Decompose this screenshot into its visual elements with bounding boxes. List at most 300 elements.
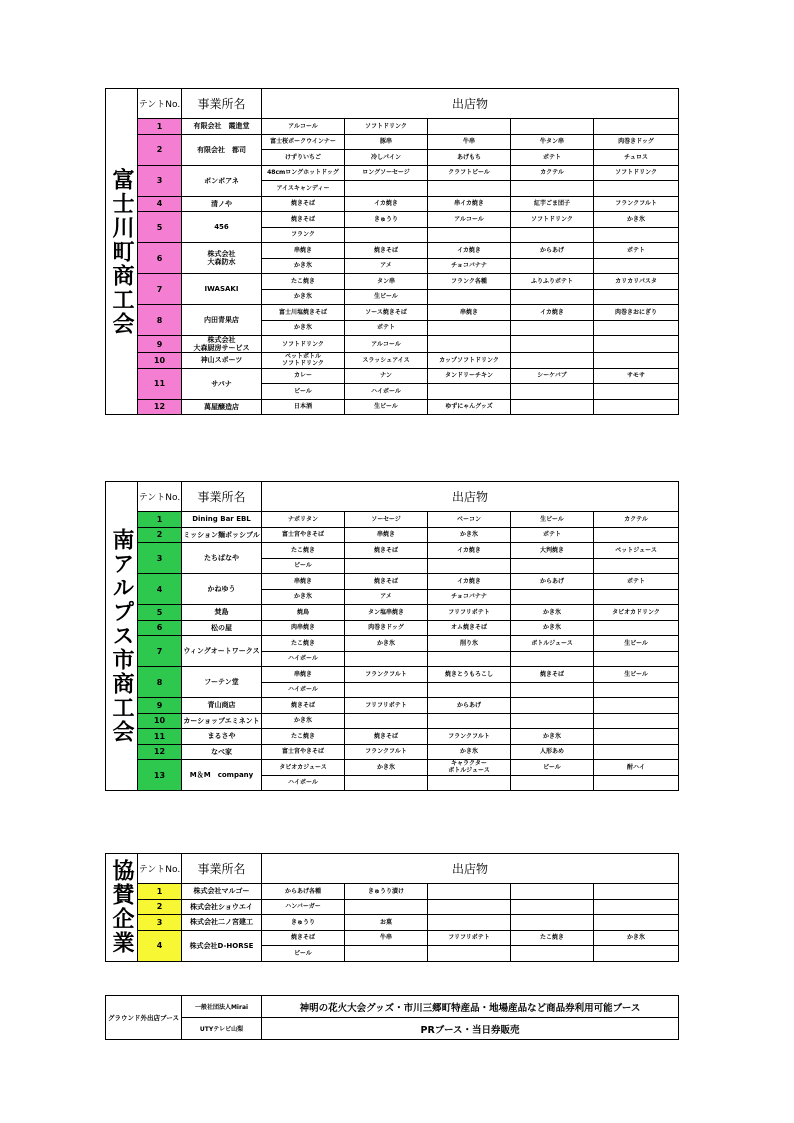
- business-name: 焚島: [182, 605, 262, 621]
- item-cell: [594, 289, 679, 305]
- table-row: [106, 899, 679, 915]
- item-cell: チュロス: [594, 150, 679, 166]
- item-cell: カクテル: [511, 165, 594, 181]
- tent-number: 10: [138, 713, 182, 729]
- tent-number: 4: [138, 574, 182, 605]
- table-row: [106, 744, 679, 760]
- item-cell: [511, 384, 594, 400]
- item-cell: 焼きそば: [262, 698, 345, 714]
- tent-number: 4: [138, 196, 182, 212]
- item-cell: [428, 899, 511, 915]
- item-cell: タンドリーチキン: [428, 368, 511, 384]
- tent-number: 7: [138, 274, 182, 305]
- item-cell: [594, 899, 679, 915]
- item-cell: [511, 899, 594, 915]
- item-cell: 焼きそば: [262, 212, 345, 228]
- item-cell: キャラクター ボトルジュース: [428, 760, 511, 776]
- item-cell: イカ焼き: [428, 543, 511, 559]
- item-cell: [345, 713, 428, 729]
- item-cell: あげもち: [428, 150, 511, 166]
- business-name: たちばなや: [182, 543, 262, 574]
- table-row: [106, 119, 679, 135]
- item-cell: 焼きそば: [262, 196, 345, 212]
- item-cell: 削り氷: [428, 636, 511, 652]
- item-cell: からあげ: [511, 574, 594, 590]
- table-row: [106, 543, 679, 559]
- item-cell: かき氷: [511, 620, 594, 636]
- business-name: カーショップエミネント: [182, 713, 262, 729]
- item-cell: 生ビール: [511, 512, 594, 528]
- item-cell: [594, 527, 679, 543]
- item-cell: [511, 289, 594, 305]
- item-cell: ベーコン: [428, 512, 511, 528]
- item-cell: かき氷: [345, 636, 428, 652]
- tent-number: 3: [138, 165, 182, 196]
- item-cell: ポテト: [345, 320, 428, 336]
- item-cell: ハンバーガー: [262, 899, 345, 915]
- item-cell: [428, 289, 511, 305]
- item-cell: カクテル: [594, 512, 679, 528]
- table-row: [106, 698, 679, 714]
- item-cell: 焼鳥: [262, 605, 345, 621]
- item-cell: ポテト: [594, 574, 679, 590]
- item-cell: ポテト: [594, 243, 679, 259]
- item-cell: 豚串: [345, 134, 428, 150]
- item-cell: [511, 227, 594, 243]
- item-cell: [594, 336, 679, 353]
- tent-number: 11: [138, 368, 182, 399]
- item-cell: [511, 589, 594, 605]
- item-cell: イカ焼き: [428, 243, 511, 259]
- item-cell: ナポリタン: [262, 512, 345, 528]
- item-cell: [594, 651, 679, 667]
- item-cell: [511, 558, 594, 574]
- item-cell: かき氷: [262, 320, 345, 336]
- item-cell: [594, 620, 679, 636]
- item-cell: 紅芋ごま団子: [511, 196, 594, 212]
- table-row: [106, 930, 679, 946]
- item-cell: [594, 399, 679, 415]
- business-name: フーテン堂: [182, 667, 262, 698]
- item-cell: イカ焼き: [511, 305, 594, 321]
- item-cell: [511, 181, 594, 197]
- item-cell: 生ビール: [594, 667, 679, 683]
- item-cell: ポテト: [511, 150, 594, 166]
- item-cell: 大判焼き: [511, 543, 594, 559]
- item-cell: シーケバブ: [511, 368, 594, 384]
- item-cell: 富士桜ポークウインナー: [262, 134, 345, 150]
- table-row: [106, 399, 679, 415]
- item-cell: ポテト: [511, 527, 594, 543]
- business-name: 株式会社 大森厨房サービス: [182, 336, 262, 353]
- header-items: 出店物: [262, 854, 679, 884]
- item-cell: カップソフトドリンク: [428, 353, 511, 369]
- ground-org-2: UTYテレビ山梨: [182, 1018, 262, 1040]
- tent-number: 6: [138, 243, 182, 274]
- section-table: [105, 853, 679, 962]
- item-cell: タン塩串焼き: [345, 605, 428, 621]
- item-cell: 肉巻きドッグ: [594, 134, 679, 150]
- item-cell: [428, 946, 511, 962]
- table-row: [106, 574, 679, 590]
- item-cell: 肉串焼き: [262, 620, 345, 636]
- item-cell: [511, 884, 594, 900]
- item-cell: [594, 353, 679, 369]
- item-cell: きゅうり漬け: [345, 884, 428, 900]
- item-cell: [428, 884, 511, 900]
- item-cell: かき氷: [262, 258, 345, 274]
- item-cell: アメ: [345, 589, 428, 605]
- item-cell: ソフトドリンク: [594, 165, 679, 181]
- item-cell: たこ焼き: [262, 729, 345, 745]
- item-cell: [594, 119, 679, 135]
- item-cell: 焼きそば: [511, 667, 594, 683]
- item-cell: アルコール: [428, 212, 511, 228]
- business-name: サパナ: [182, 368, 262, 399]
- table-row: [106, 353, 679, 369]
- tent-number: 2: [138, 527, 182, 543]
- item-cell: たこ焼き: [262, 636, 345, 652]
- tent-number: 1: [138, 119, 182, 135]
- ground-booth-label: グラウンド外出店ブース: [106, 996, 182, 1040]
- item-cell: [594, 589, 679, 605]
- table-row: [106, 620, 679, 636]
- org-name: 富士川町商工会: [106, 89, 138, 415]
- business-name: 株式会社二ノ宮建工: [182, 915, 262, 931]
- table-row: [106, 760, 679, 776]
- item-cell: [511, 698, 594, 714]
- item-cell: フランク各種: [428, 274, 511, 290]
- table-row: [106, 336, 679, 353]
- item-cell: タピオカドリンク: [594, 605, 679, 621]
- item-cell: タピオカジュース: [262, 760, 345, 776]
- item-cell: クラフトビール: [428, 165, 511, 181]
- item-cell: ソフトドリンク: [511, 212, 594, 228]
- business-name: M＆M company: [182, 760, 262, 791]
- item-cell: 串焼き: [428, 305, 511, 321]
- item-cell: 牛タン串: [511, 134, 594, 150]
- item-cell: 串焼き: [262, 574, 345, 590]
- tent-number: 5: [138, 605, 182, 621]
- item-cell: かき氷: [511, 605, 594, 621]
- item-cell: [511, 336, 594, 353]
- item-cell: 酎ハイ: [594, 760, 679, 776]
- item-cell: ビール: [262, 946, 345, 962]
- item-cell: タン串: [345, 274, 428, 290]
- item-cell: お菓: [345, 915, 428, 931]
- item-cell: フランク: [262, 227, 345, 243]
- item-cell: かき氷: [262, 289, 345, 305]
- item-cell: ペットボトル ソフトドリンク: [262, 353, 345, 369]
- table-row: [106, 915, 679, 931]
- business-name: 有限会社 霞進堂: [182, 119, 262, 135]
- item-cell: きゅうり: [345, 212, 428, 228]
- tent-number: 6: [138, 620, 182, 636]
- item-cell: 生ビール: [345, 289, 428, 305]
- org-name: 協賛企業: [106, 854, 138, 962]
- item-cell: かき氷: [345, 760, 428, 776]
- ground-text-2: PRブース・当日券販売: [262, 1018, 679, 1040]
- business-name: なべ家: [182, 744, 262, 760]
- tent-number: 7: [138, 636, 182, 667]
- item-cell: 生ビール: [345, 399, 428, 415]
- item-cell: 焼きそば: [345, 574, 428, 590]
- item-cell: ソース焼きそば: [345, 305, 428, 321]
- org-name: 南アルプス市商工会: [106, 482, 138, 791]
- item-cell: [345, 946, 428, 962]
- item-cell: からあげ: [511, 243, 594, 259]
- item-cell: ソフトドリンク: [345, 119, 428, 135]
- ground-org-1: 一般社団法人Mirai: [182, 996, 262, 1018]
- item-cell: [428, 384, 511, 400]
- item-cell: [594, 258, 679, 274]
- table-row: [106, 713, 679, 729]
- item-cell: ゆずにゃんグッズ: [428, 399, 511, 415]
- business-name: 456: [182, 212, 262, 243]
- item-cell: 串焼き: [262, 243, 345, 259]
- item-cell: 生ビール: [594, 636, 679, 652]
- item-cell: フリフリポテト: [345, 698, 428, 714]
- business-name: ミッション麺ポッシブル: [182, 527, 262, 543]
- item-cell: たこ焼き: [262, 543, 345, 559]
- tent-number: 10: [138, 353, 182, 369]
- business-name: 株式会社 大森防水: [182, 243, 262, 274]
- item-cell: 焼きそば: [262, 930, 345, 946]
- item-cell: [428, 682, 511, 698]
- business-name: まるさや: [182, 729, 262, 745]
- item-cell: きゅうり: [262, 915, 345, 931]
- table-row: [106, 274, 679, 290]
- item-cell: ナン: [345, 368, 428, 384]
- tent-number: 1: [138, 512, 182, 528]
- table-row: [106, 884, 679, 900]
- item-cell: 串焼き: [345, 527, 428, 543]
- item-cell: 牛串: [345, 930, 428, 946]
- item-cell: [594, 384, 679, 400]
- item-cell: イカ焼き: [345, 196, 428, 212]
- item-cell: [428, 713, 511, 729]
- business-name: 神山スポーツ: [182, 353, 262, 369]
- item-cell: 冷しパイン: [345, 150, 428, 166]
- item-cell: [511, 651, 594, 667]
- item-cell: フランクフルト: [594, 196, 679, 212]
- tent-number: 8: [138, 667, 182, 698]
- item-cell: [428, 119, 511, 135]
- item-cell: たこ焼き: [262, 274, 345, 290]
- item-cell: ロングソーセージ: [345, 165, 428, 181]
- item-cell: チョコバナナ: [428, 258, 511, 274]
- item-cell: たこ焼き: [511, 930, 594, 946]
- item-cell: フランクフルト: [345, 667, 428, 683]
- section-fujikawa: [105, 88, 678, 415]
- item-cell: 串焼き: [262, 667, 345, 683]
- item-cell: [594, 227, 679, 243]
- item-cell: アルコール: [262, 119, 345, 135]
- section-table: [105, 481, 679, 791]
- item-cell: かき氷: [262, 713, 345, 729]
- tent-number: 3: [138, 915, 182, 931]
- item-cell: 人形あめ: [511, 744, 594, 760]
- item-cell: ソーセージ: [345, 512, 428, 528]
- item-cell: サモサ: [594, 368, 679, 384]
- item-cell: フランクフルト: [428, 729, 511, 745]
- item-cell: [594, 558, 679, 574]
- item-cell: [511, 682, 594, 698]
- item-cell: ビール: [262, 558, 345, 574]
- business-name: 株式会社ショウエイ: [182, 899, 262, 915]
- item-cell: [594, 181, 679, 197]
- table-row: [106, 527, 679, 543]
- item-cell: [511, 353, 594, 369]
- item-cell: オム焼きそば: [428, 620, 511, 636]
- business-name: かねゆう: [182, 574, 262, 605]
- table-row: [106, 667, 679, 683]
- item-cell: チョコバナナ: [428, 589, 511, 605]
- tent-number: 2: [138, 899, 182, 915]
- table-row: [106, 605, 679, 621]
- business-name: Dining Bar EBL: [182, 512, 262, 528]
- item-cell: アメ: [345, 258, 428, 274]
- business-name: ウィングオートワークス: [182, 636, 262, 667]
- item-cell: ビール: [511, 760, 594, 776]
- item-cell: ビール: [262, 384, 345, 400]
- table-row: [106, 512, 679, 528]
- table-row: [106, 636, 679, 652]
- item-cell: [594, 320, 679, 336]
- table-row: [106, 196, 679, 212]
- business-name: 内田青果店: [182, 305, 262, 336]
- header-business: 事業所名: [182, 854, 262, 884]
- tent-number: 5: [138, 212, 182, 243]
- business-name: 萬屋醸造店: [182, 399, 262, 415]
- item-cell: [511, 775, 594, 791]
- tent-number: 8: [138, 305, 182, 336]
- header-business: 事業所名: [182, 89, 262, 119]
- item-cell: [428, 915, 511, 931]
- item-cell: かき氷: [594, 212, 679, 228]
- item-cell: [345, 899, 428, 915]
- item-cell: ハイボール: [262, 682, 345, 698]
- ground-booth-section: [105, 995, 678, 1040]
- item-cell: 串イカ焼き: [428, 196, 511, 212]
- item-cell: 焼きそば: [345, 543, 428, 559]
- item-cell: かき氷: [428, 744, 511, 760]
- item-cell: [345, 181, 428, 197]
- item-cell: ハイボール: [262, 651, 345, 667]
- item-cell: [594, 682, 679, 698]
- item-cell: [511, 258, 594, 274]
- table-row: [106, 134, 679, 150]
- item-cell: [428, 651, 511, 667]
- item-cell: [345, 227, 428, 243]
- item-cell: 肉巻きドッグ: [345, 620, 428, 636]
- tent-number: 3: [138, 543, 182, 574]
- item-cell: フリフリポテト: [428, 605, 511, 621]
- item-cell: かき氷: [428, 527, 511, 543]
- item-cell: 牛串: [428, 134, 511, 150]
- item-cell: [428, 181, 511, 197]
- item-cell: フリフリポテト: [428, 930, 511, 946]
- header-business: 事業所名: [182, 482, 262, 512]
- item-cell: [511, 399, 594, 415]
- business-name: 松の屋: [182, 620, 262, 636]
- item-cell: [511, 713, 594, 729]
- item-cell: 富士宮やきそば: [262, 744, 345, 760]
- item-cell: [345, 775, 428, 791]
- item-cell: [511, 320, 594, 336]
- ground-booth-table: [105, 995, 679, 1040]
- header-tent-no: テントNo.: [138, 854, 182, 884]
- item-cell: スラッシュアイス: [345, 353, 428, 369]
- business-name: ボンボアネ: [182, 165, 262, 196]
- item-cell: 富士川塩焼きそば: [262, 305, 345, 321]
- item-cell: [428, 775, 511, 791]
- table-row: [106, 243, 679, 259]
- item-cell: 焼きそば: [345, 243, 428, 259]
- item-cell: [594, 729, 679, 745]
- item-cell: からあげ各種: [262, 884, 345, 900]
- item-cell: カレー: [262, 368, 345, 384]
- item-cell: アルコール: [345, 336, 428, 353]
- item-cell: けずりいちご: [262, 150, 345, 166]
- item-cell: からあげ: [428, 698, 511, 714]
- tent-number: 1: [138, 884, 182, 900]
- item-cell: イカ焼き: [428, 574, 511, 590]
- item-cell: ボトルジュース: [511, 636, 594, 652]
- item-cell: かき氷: [511, 729, 594, 745]
- item-cell: ソフトドリンク: [262, 336, 345, 353]
- business-name: 清ノや: [182, 196, 262, 212]
- section-minami-alps: [105, 481, 678, 791]
- item-cell: 48cmロングホットドッグ: [262, 165, 345, 181]
- item-cell: かき氷: [594, 930, 679, 946]
- item-cell: 焼きとうもろこし: [428, 667, 511, 683]
- item-cell: フランクフルト: [345, 744, 428, 760]
- item-cell: [428, 227, 511, 243]
- tent-number: 12: [138, 744, 182, 760]
- tent-number: 12: [138, 399, 182, 415]
- table-row: [106, 212, 679, 228]
- header-tent-no: テントNo.: [138, 89, 182, 119]
- item-cell: [511, 119, 594, 135]
- item-cell: [594, 915, 679, 931]
- item-cell: [345, 558, 428, 574]
- item-cell: [511, 915, 594, 931]
- item-cell: ハイボール: [262, 775, 345, 791]
- tent-number: 11: [138, 729, 182, 745]
- item-cell: カリカリパスタ: [594, 274, 679, 290]
- item-cell: [594, 884, 679, 900]
- item-cell: ペットジュース: [594, 543, 679, 559]
- item-cell: [594, 775, 679, 791]
- item-cell: [594, 713, 679, 729]
- table-row: [106, 368, 679, 384]
- item-cell: [511, 946, 594, 962]
- item-cell: [594, 698, 679, 714]
- tent-number: 4: [138, 930, 182, 961]
- item-cell: 富士宮やきそば: [262, 527, 345, 543]
- item-cell: 日本酒: [262, 399, 345, 415]
- item-cell: [428, 320, 511, 336]
- header-tent-no: テントNo.: [138, 482, 182, 512]
- business-name: 株式会社マルゴー: [182, 884, 262, 900]
- item-cell: 肉巻きおにぎり: [594, 305, 679, 321]
- business-name: 有限会社 都司: [182, 134, 262, 165]
- business-name: 青山商店: [182, 698, 262, 714]
- item-cell: かき氷: [262, 589, 345, 605]
- business-name: 株式会社D-HORSE: [182, 930, 262, 961]
- table-row: [106, 165, 679, 181]
